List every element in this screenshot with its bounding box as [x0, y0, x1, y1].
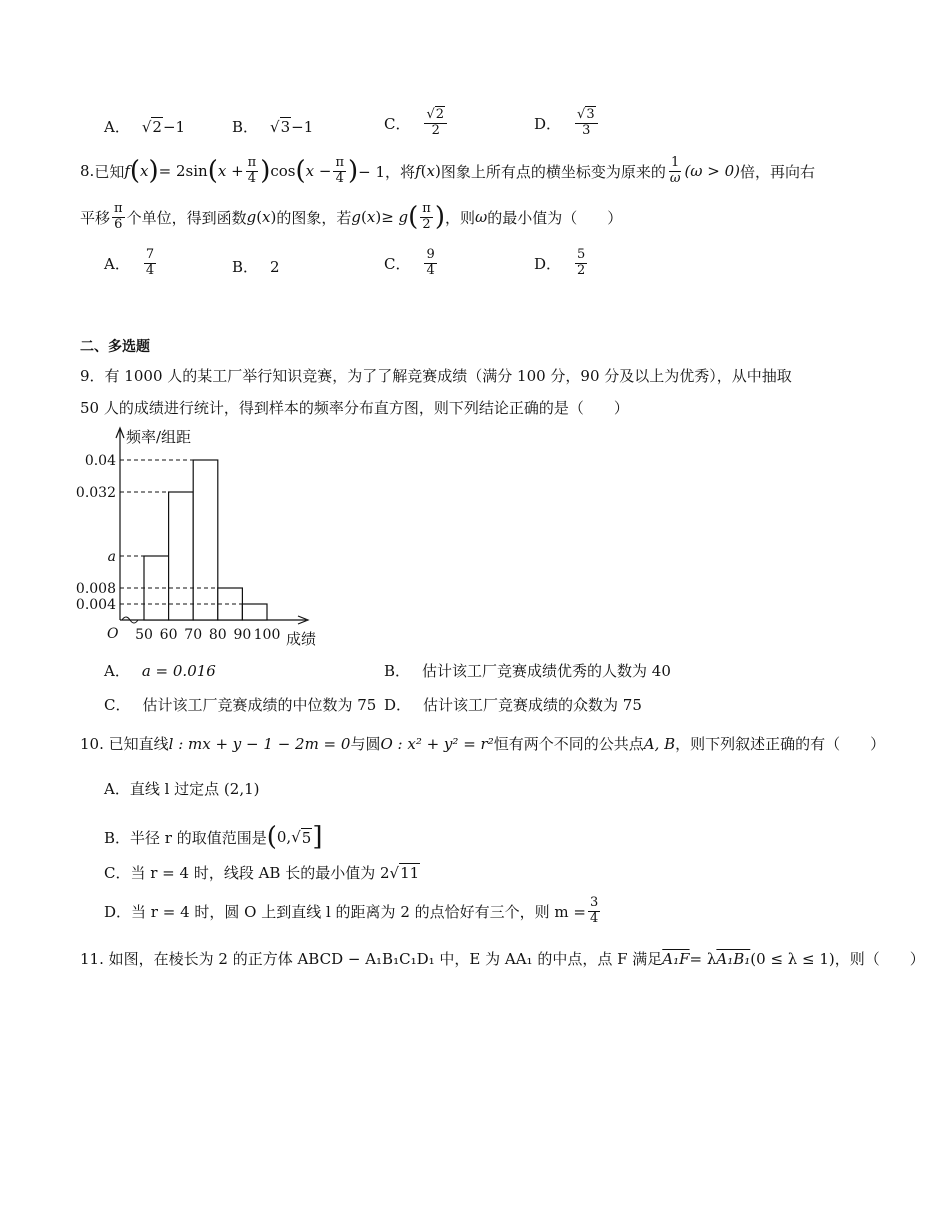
q11-stem: 11. 如图，在棱长为 2 的正方体 ABCD − A₁B₁C₁D₁ 中，E 为 AA₁ 的中点，点 F 满足 A₁F = λ A₁B₁ (0 ≤ λ ≤ 1)，则（ ）: [80, 949, 925, 968]
x-tick-label: 100: [253, 627, 281, 643]
q8-option-c: C． $\frac{9}{4}$: [384, 247, 435, 278]
q8-line-1: 8. 已知 f ( x ) = 2sin ( x + $\frac{\pi}{4}$ ) cos ( x − $\frac{\pi}{4}$ ) − 1，将 f ( x ) 图象上所有点的横坐标变为原来的 $\frac{1}{\omega}$ (ω > 0) 倍，再向右: [80, 155, 816, 187]
x-tick-label: 80: [208, 627, 227, 643]
frequency-histogram: [70, 420, 350, 650]
q8-option-d: D． $\frac{5}{2}$: [534, 247, 586, 278]
q7-option-b: B． √ 3 −1: [232, 117, 314, 136]
x-tick-label: 90: [233, 627, 252, 643]
q9-option-a: A． a = 0.016: [104, 661, 216, 680]
y-tick-label: 0.04: [84, 453, 116, 469]
x-tick-label: 60: [159, 627, 178, 643]
q9-option-d: D． 估计该工厂竞赛成绩的众数为 75: [384, 696, 642, 714]
q8-line-2: 平移 $\frac{\pi}{6}$ 个单位，得到函数 g ( x ) 的图象，若 g ( x ) ≥ g ( $\frac{\pi}{2}$ ) ，则 ω 的最小值为（ ）: [80, 201, 623, 233]
y-tick-label: 0.032: [75, 485, 116, 501]
y-tick-label: a: [107, 549, 116, 565]
histogram-bar: [242, 604, 267, 620]
q8-option-b: B． 2: [232, 257, 280, 276]
q9-option-c: C． 估计该工厂竞赛成绩的中位数为 75: [104, 696, 377, 714]
q10-option-b: B．半径 r 的取值范围是 ( 0, √ 5 ]: [104, 822, 323, 852]
q9-line-1: 9．有 1000 人的某工厂举行知识竞赛，为了了解竞赛成绩（满分 100 分，90 分及以上为优秀），从中抽取: [80, 367, 792, 385]
x-tick-label: 50: [135, 627, 153, 643]
y-axis-label: 频率/组距: [126, 428, 192, 446]
q10-option-d: D．当 r = 4 时，圆 O 上到直线 l 的距离为 2 的点恰好有三个，则 m = $\frac{3}{4}$: [104, 895, 599, 926]
q10-option-c: C．当 r = 4 时，线段 AB 长的最小值为 2 √ 11: [104, 863, 420, 882]
q9-option-b: B． 估计该工厂竞赛成绩优秀的人数为 40: [384, 662, 671, 680]
q10-option-a: A．直线 l 过定点 (2,1): [104, 780, 260, 798]
histogram-bar: [169, 492, 194, 620]
q8-option-a: A． $\frac{7}{4}$: [104, 247, 155, 278]
y-tick-label: 0.004: [75, 597, 116, 613]
q7-option-a: A． √ 2 −1: [104, 117, 186, 136]
origin-label: O: [107, 626, 119, 642]
y-tick-label: 0.008: [75, 581, 116, 597]
section-title: 二、多选题: [80, 339, 150, 355]
x-axis-label: 成绩: [286, 630, 317, 648]
q7-option-c: C． $\frac{√2}{2}$: [384, 108, 449, 139]
q9-line-2: 50 人的成绩进行统计，得到样本的频率分布直方图，则下列结论正确的是（ ）: [80, 399, 629, 417]
q10-stem: 10. 已知直线 l : mx + y − 1 − 2m = 0 与圆 O : x² + y² = r² 恒有两个不同的公共点 A, B ，则下列叙述正确的有（ ）: [80, 734, 886, 753]
x-tick-label: 70: [184, 627, 203, 643]
q7-option-d: D． $\frac{√3}{3}$: [534, 108, 600, 139]
histogram-bar: [193, 460, 218, 620]
